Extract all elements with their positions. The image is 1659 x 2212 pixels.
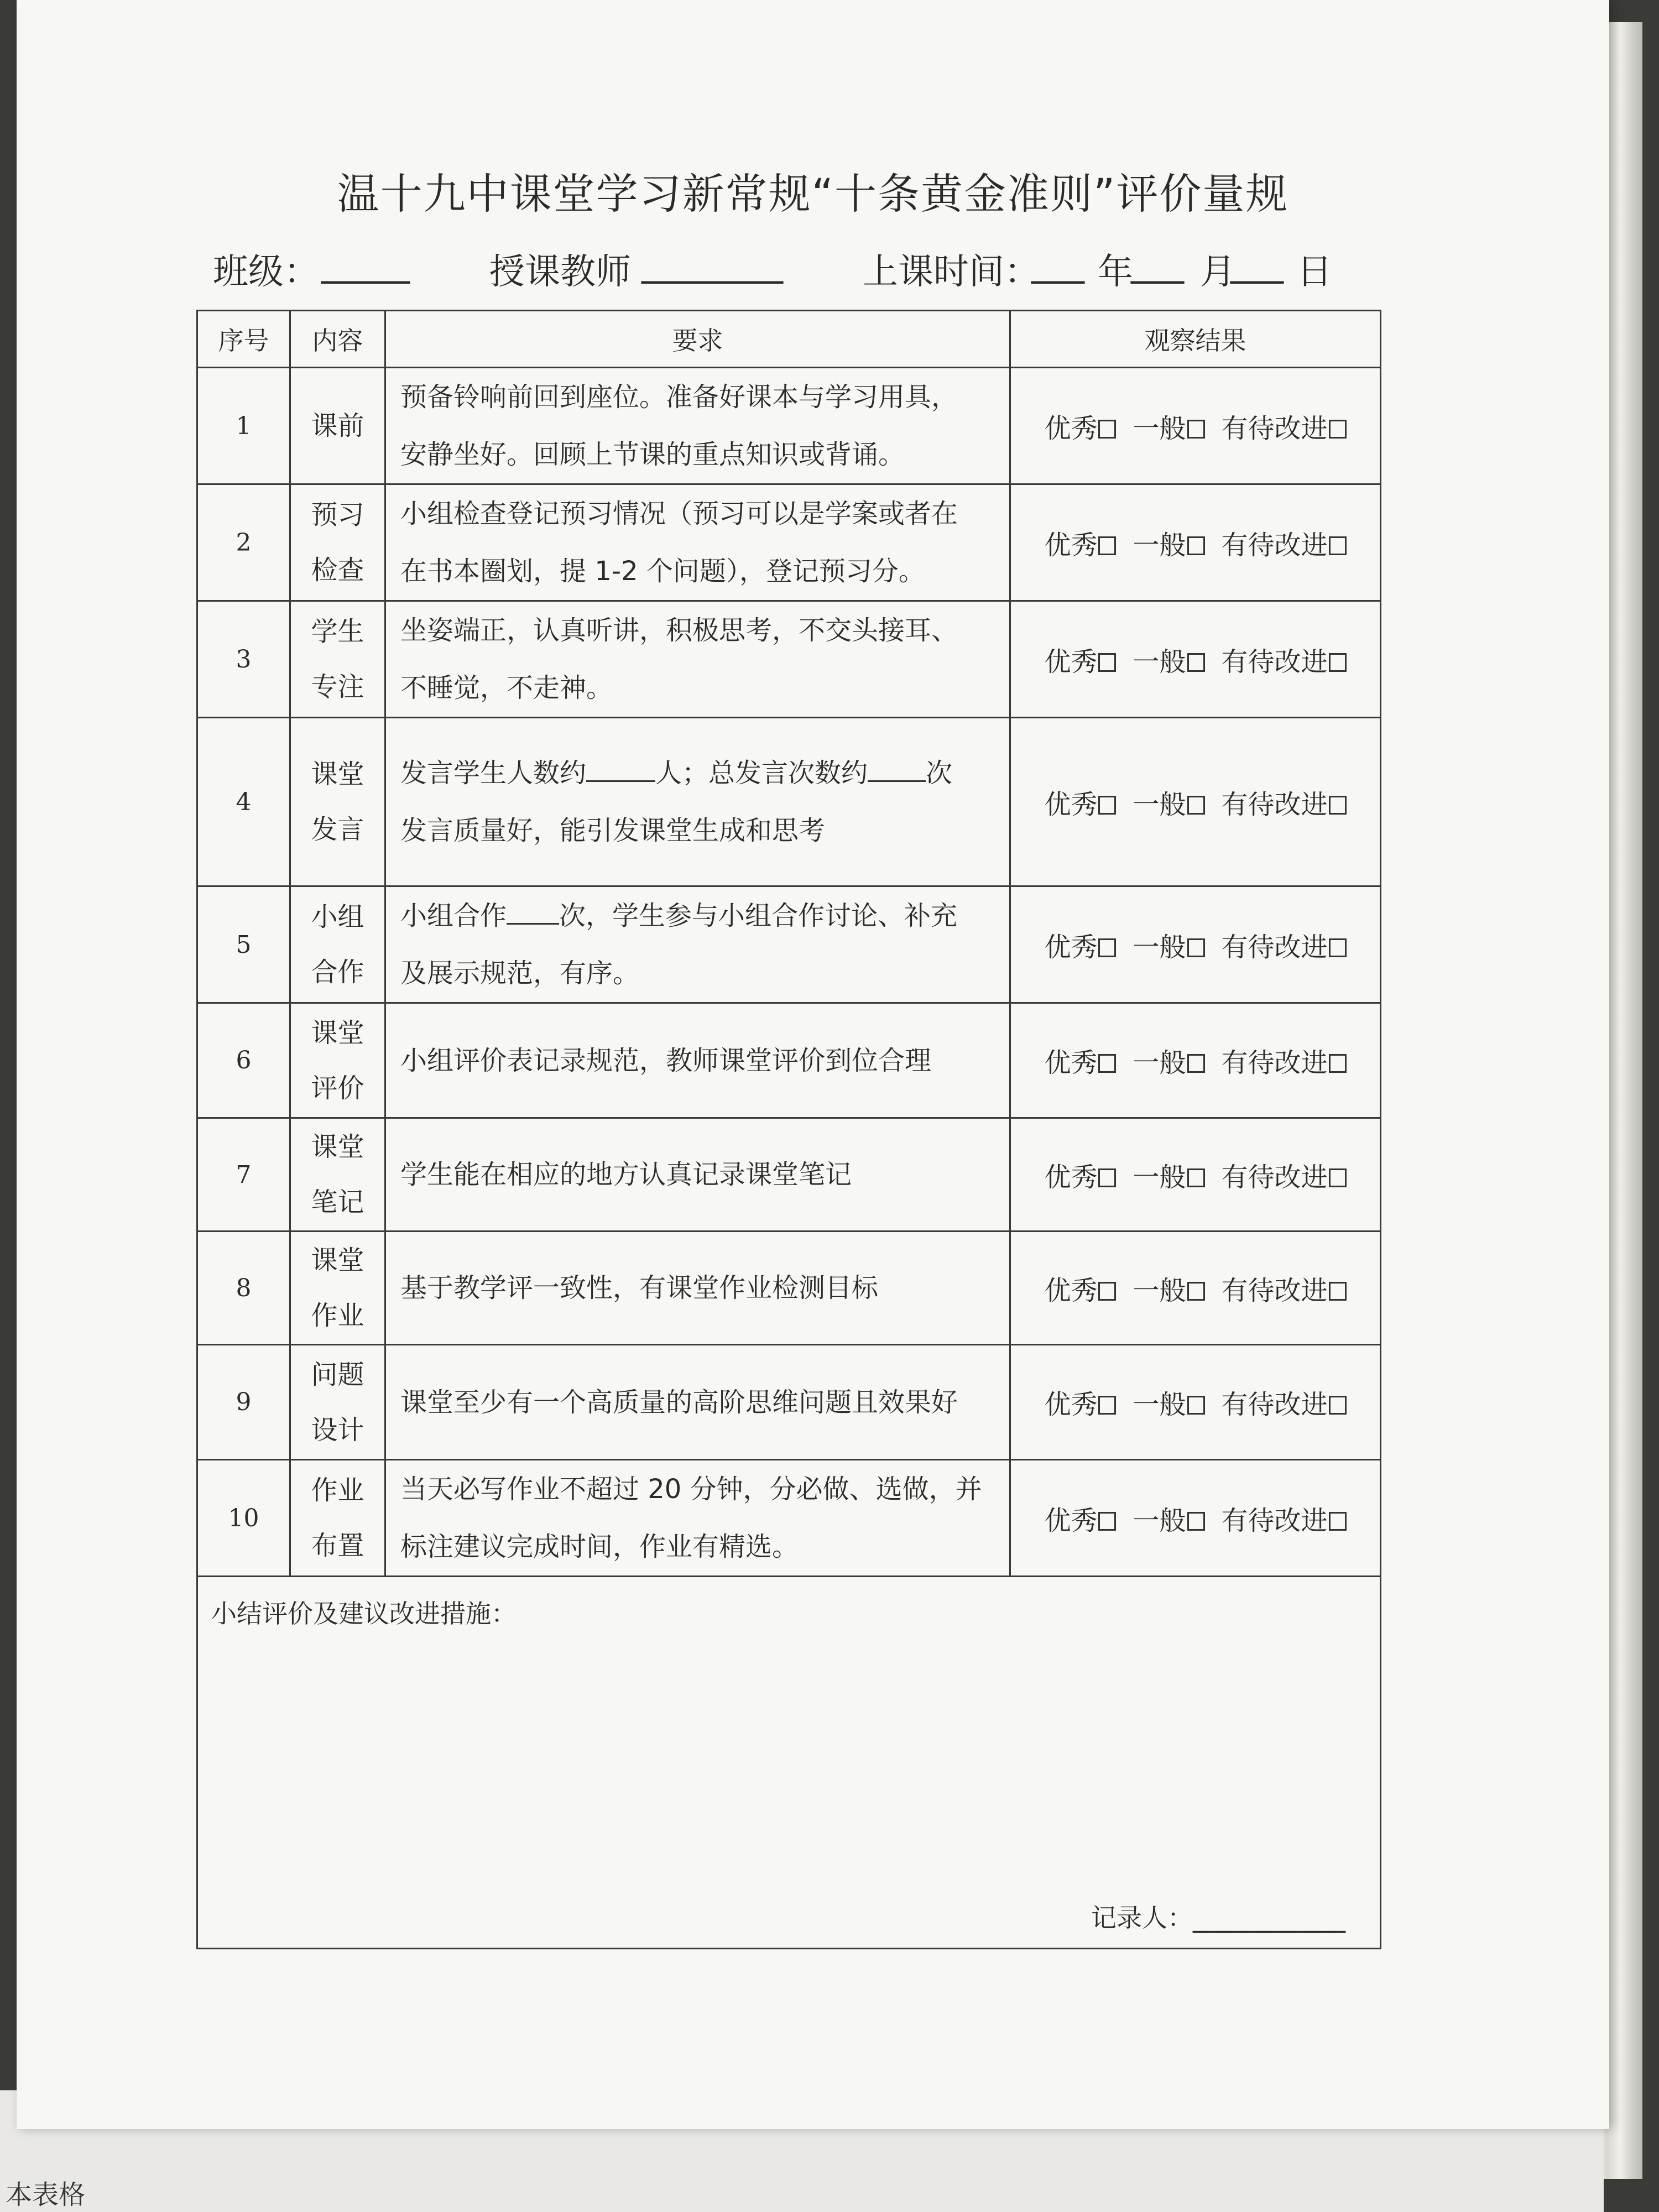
option-label: 一般 bbox=[1133, 413, 1186, 444]
requirement-line: 坐姿端正，认真听讲，积极思考，不交头接耳、 bbox=[400, 615, 958, 646]
table-row bbox=[197, 718, 1381, 886]
option-checkbox[interactable] bbox=[1187, 1396, 1205, 1415]
form-title: 温十九中课堂学习新常规“十条黄金准则”评价量规 bbox=[337, 169, 1289, 218]
row-content bbox=[290, 1118, 385, 1232]
observation-options bbox=[1010, 1345, 1381, 1460]
requirement-text: 次，学生参与小组合作讨论、补充 bbox=[559, 900, 958, 931]
row-content-line: 学生 bbox=[311, 616, 364, 647]
option-checkbox[interactable] bbox=[1187, 1282, 1205, 1301]
month-label: 月 bbox=[1200, 252, 1235, 293]
requirement-line: 及展示规范，有序。 bbox=[400, 958, 640, 989]
option-checkbox[interactable] bbox=[1329, 1054, 1347, 1073]
option-checkbox[interactable] bbox=[1098, 420, 1116, 439]
fill-in-blank[interactable] bbox=[868, 756, 926, 782]
option-checkbox[interactable] bbox=[1098, 1168, 1116, 1187]
row-requirement bbox=[385, 368, 1010, 484]
option-label: 一般 bbox=[1133, 789, 1186, 820]
option-label: 一般 bbox=[1133, 931, 1186, 963]
requirement-line: 学生能在相应的地方认真记录课堂笔记 bbox=[400, 1159, 852, 1190]
year-blank[interactable]: ___ bbox=[1031, 243, 1084, 284]
teacher-blank[interactable]: ________ bbox=[641, 243, 783, 284]
observation-options bbox=[1010, 1003, 1381, 1118]
row-number: 5 bbox=[197, 886, 290, 1003]
summary-area[interactable] bbox=[197, 1577, 1381, 1949]
header-number: 序号 bbox=[197, 311, 290, 368]
option-label: 一般 bbox=[1133, 1389, 1186, 1420]
fill-in-blank[interactable] bbox=[507, 899, 559, 925]
option-label: 有待改进 bbox=[1221, 1047, 1328, 1078]
row-content bbox=[290, 1345, 385, 1460]
option-label: 优秀 bbox=[1044, 413, 1098, 444]
row-content bbox=[290, 886, 385, 1003]
class-blank[interactable]: _____ bbox=[321, 243, 410, 284]
table-row bbox=[197, 1118, 1381, 1232]
option-label: 有待改进 bbox=[1221, 413, 1328, 444]
row-content-line: 发言 bbox=[311, 814, 364, 845]
observation-options bbox=[1010, 484, 1381, 601]
option-checkbox[interactable] bbox=[1187, 653, 1205, 672]
row-requirement bbox=[385, 1118, 1010, 1232]
option-label: 一般 bbox=[1133, 646, 1186, 677]
table-row bbox=[197, 886, 1381, 1003]
row-number: 6 bbox=[197, 1003, 290, 1118]
row-content bbox=[290, 718, 385, 886]
row-content bbox=[290, 368, 385, 484]
requirement-line: 安静坐好。回顾上节课的重点知识或背诵。 bbox=[400, 439, 905, 470]
option-checkbox[interactable] bbox=[1329, 1512, 1347, 1531]
table-row bbox=[197, 1232, 1381, 1345]
observation-options bbox=[1010, 601, 1381, 718]
time-label: 上课时间： bbox=[863, 252, 1040, 293]
requirement-line: 基于教学评一致性，有课堂作业检测目标 bbox=[400, 1272, 879, 1303]
row-content-line: 作业 bbox=[311, 1300, 364, 1331]
requirement-line: 不睡觉，不走神。 bbox=[400, 672, 613, 703]
option-label: 优秀 bbox=[1044, 1161, 1098, 1193]
option-checkbox[interactable] bbox=[1098, 1282, 1116, 1301]
row-number: 9 bbox=[197, 1345, 290, 1460]
row-content-line: 检查 bbox=[311, 555, 364, 586]
summary-label: 小结评价及建议改进措施： bbox=[211, 1599, 517, 1629]
header-observation: 观察结果 bbox=[1010, 311, 1381, 368]
requirement-line: 标注建议完成时间，作业有精选。 bbox=[400, 1531, 799, 1562]
day-label: 日 bbox=[1297, 252, 1332, 293]
row-content-line: 课堂 bbox=[311, 1131, 364, 1162]
option-checkbox[interactable] bbox=[1187, 420, 1205, 439]
option-label: 优秀 bbox=[1044, 1505, 1098, 1536]
row-requirement bbox=[385, 886, 1010, 1003]
option-checkbox[interactable] bbox=[1329, 1282, 1347, 1301]
option-label: 有待改进 bbox=[1221, 1275, 1328, 1306]
table-row bbox=[197, 368, 1381, 484]
observation-options bbox=[1010, 1460, 1381, 1577]
option-label: 一般 bbox=[1133, 529, 1186, 561]
row-number: 1 bbox=[197, 368, 290, 484]
row-content-line: 布置 bbox=[311, 1530, 364, 1561]
option-checkbox[interactable] bbox=[1329, 420, 1347, 439]
option-checkbox[interactable] bbox=[1098, 1054, 1116, 1073]
table-row bbox=[197, 1003, 1381, 1118]
row-content-line: 评价 bbox=[311, 1072, 364, 1104]
row-content-line: 小组 bbox=[311, 901, 364, 932]
option-label: 有待改进 bbox=[1221, 1505, 1328, 1536]
row-content-line: 专注 bbox=[311, 671, 364, 702]
evaluation-form-sheet bbox=[17, 0, 1609, 2129]
row-content-line: 问题 bbox=[311, 1359, 364, 1390]
option-checkbox[interactable] bbox=[1187, 1054, 1205, 1073]
row-content-line: 课堂 bbox=[311, 1017, 364, 1048]
option-label: 一般 bbox=[1133, 1047, 1186, 1078]
row-content bbox=[290, 1460, 385, 1577]
requirement-text: 小组合作 bbox=[400, 900, 507, 931]
row-number: 4 bbox=[197, 718, 290, 886]
row-number: 2 bbox=[197, 484, 290, 601]
row-content-line: 课堂 bbox=[311, 759, 364, 790]
requirement-line bbox=[400, 887, 1000, 945]
day-blank[interactable]: ___ bbox=[1230, 243, 1284, 284]
row-number: 8 bbox=[197, 1232, 290, 1345]
option-label: 一般 bbox=[1133, 1161, 1186, 1193]
option-checkbox[interactable] bbox=[1329, 1396, 1347, 1415]
option-checkbox[interactable] bbox=[1098, 653, 1116, 672]
observation-options bbox=[1010, 886, 1381, 1003]
fill-in-blank[interactable] bbox=[586, 756, 655, 782]
row-content bbox=[290, 601, 385, 718]
option-label: 有待改进 bbox=[1221, 1389, 1328, 1420]
header-content: 内容 bbox=[290, 311, 385, 368]
option-checkbox[interactable] bbox=[1187, 796, 1205, 815]
option-checkbox[interactable] bbox=[1098, 536, 1116, 555]
row-content-line: 课堂 bbox=[311, 1245, 364, 1276]
requirement-text: 发言学生人数约 bbox=[400, 758, 587, 789]
teacher-label: 授课教师 bbox=[489, 252, 631, 293]
table-row bbox=[197, 484, 1381, 601]
requirement-text: 人；总发言次数约 bbox=[655, 758, 868, 789]
row-requirement bbox=[385, 1003, 1010, 1118]
option-label: 优秀 bbox=[1044, 1389, 1098, 1420]
table-row bbox=[197, 1460, 1381, 1577]
requirement-line: 预备铃响前回到座位。准备好课本与学习用具， bbox=[400, 382, 958, 413]
row-number: 10 bbox=[197, 1460, 290, 1577]
option-label: 有待改进 bbox=[1221, 931, 1328, 963]
requirement-line: 课堂至少有一个高质量的高阶思维问题且效果好 bbox=[400, 1386, 958, 1418]
row-number: 7 bbox=[197, 1118, 290, 1232]
recorder-label: 记录人： bbox=[1091, 1903, 1193, 1933]
option-checkbox[interactable] bbox=[1329, 536, 1347, 555]
option-checkbox[interactable] bbox=[1187, 536, 1205, 555]
header-requirement: 要求 bbox=[385, 311, 1010, 368]
table-row bbox=[197, 1345, 1381, 1460]
row-requirement bbox=[385, 1232, 1010, 1345]
observation-options bbox=[1010, 1232, 1381, 1345]
month-blank[interactable]: ___ bbox=[1131, 243, 1184, 284]
option-label: 有待改进 bbox=[1221, 789, 1328, 820]
option-label: 有待改进 bbox=[1221, 1161, 1328, 1193]
option-checkbox[interactable] bbox=[1098, 796, 1116, 815]
table-row bbox=[197, 601, 1381, 718]
option-label: 一般 bbox=[1133, 1505, 1186, 1536]
row-requirement bbox=[385, 601, 1010, 718]
option-checkbox[interactable] bbox=[1098, 1396, 1116, 1415]
option-checkbox[interactable] bbox=[1098, 938, 1116, 957]
requirement-line: 在书本圈划，提 1-2 个问题），登记预习分。 bbox=[400, 556, 925, 587]
requirement-line bbox=[400, 744, 1000, 802]
row-content bbox=[290, 484, 385, 601]
option-checkbox[interactable] bbox=[1329, 796, 1347, 815]
rubric-table bbox=[196, 310, 1381, 1949]
table-header-row bbox=[197, 311, 1381, 368]
recorder-field bbox=[1091, 1898, 1345, 1934]
option-label: 优秀 bbox=[1044, 789, 1098, 820]
requirement-line: 小组检查登记预习情况（预习可以是学案或者在 bbox=[400, 498, 958, 529]
option-label: 优秀 bbox=[1044, 529, 1098, 561]
requirement-line: 小组评价表记录规范，教师课堂评价到位合理 bbox=[400, 1045, 932, 1076]
underlying-sheet-text: 本表格 bbox=[6, 2179, 86, 2210]
row-requirement bbox=[385, 718, 1010, 886]
option-checkbox[interactable] bbox=[1329, 1168, 1347, 1187]
option-checkbox[interactable] bbox=[1187, 1168, 1205, 1187]
row-content-line: 预习 bbox=[311, 499, 364, 530]
form-meta-line bbox=[213, 243, 1374, 299]
requirement-line: 当天必写作业不超过 20 分钟，分必做、选做，并 bbox=[400, 1474, 982, 1505]
year-label: 年 bbox=[1098, 252, 1133, 293]
row-requirement bbox=[385, 484, 1010, 601]
row-number: 3 bbox=[197, 601, 290, 718]
recorder-blank[interactable]: ____________ bbox=[1193, 1903, 1345, 1933]
option-label: 一般 bbox=[1133, 1275, 1186, 1306]
row-content-line: 作业 bbox=[311, 1475, 364, 1506]
option-checkbox[interactable] bbox=[1329, 938, 1347, 957]
option-label: 有待改进 bbox=[1221, 529, 1328, 561]
row-requirement bbox=[385, 1460, 1010, 1577]
row-content-line: 设计 bbox=[311, 1414, 364, 1446]
class-label: 班级： bbox=[213, 252, 319, 293]
option-checkbox[interactable] bbox=[1329, 653, 1347, 672]
option-label: 优秀 bbox=[1044, 646, 1098, 677]
option-checkbox[interactable] bbox=[1187, 1512, 1205, 1531]
option-checkbox[interactable] bbox=[1098, 1512, 1116, 1531]
summary-row bbox=[197, 1577, 1381, 1949]
row-content-line: 合作 bbox=[311, 957, 364, 988]
row-content-line: 笔记 bbox=[311, 1187, 364, 1218]
option-label: 有待改进 bbox=[1221, 646, 1328, 677]
row-content bbox=[290, 1232, 385, 1345]
option-label: 优秀 bbox=[1044, 1275, 1098, 1306]
requirement-line: 发言质量好，能引发课堂生成和思考 bbox=[400, 815, 826, 846]
row-content bbox=[290, 1003, 385, 1118]
row-content-line: 课前 bbox=[311, 410, 364, 441]
row-requirement bbox=[385, 1345, 1010, 1460]
option-label: 优秀 bbox=[1044, 1047, 1098, 1078]
observation-options bbox=[1010, 368, 1381, 484]
requirement-text: 次 bbox=[926, 758, 953, 789]
observation-options bbox=[1010, 1118, 1381, 1232]
observation-options bbox=[1010, 718, 1381, 886]
option-label: 优秀 bbox=[1044, 931, 1098, 963]
option-checkbox[interactable] bbox=[1187, 938, 1205, 957]
